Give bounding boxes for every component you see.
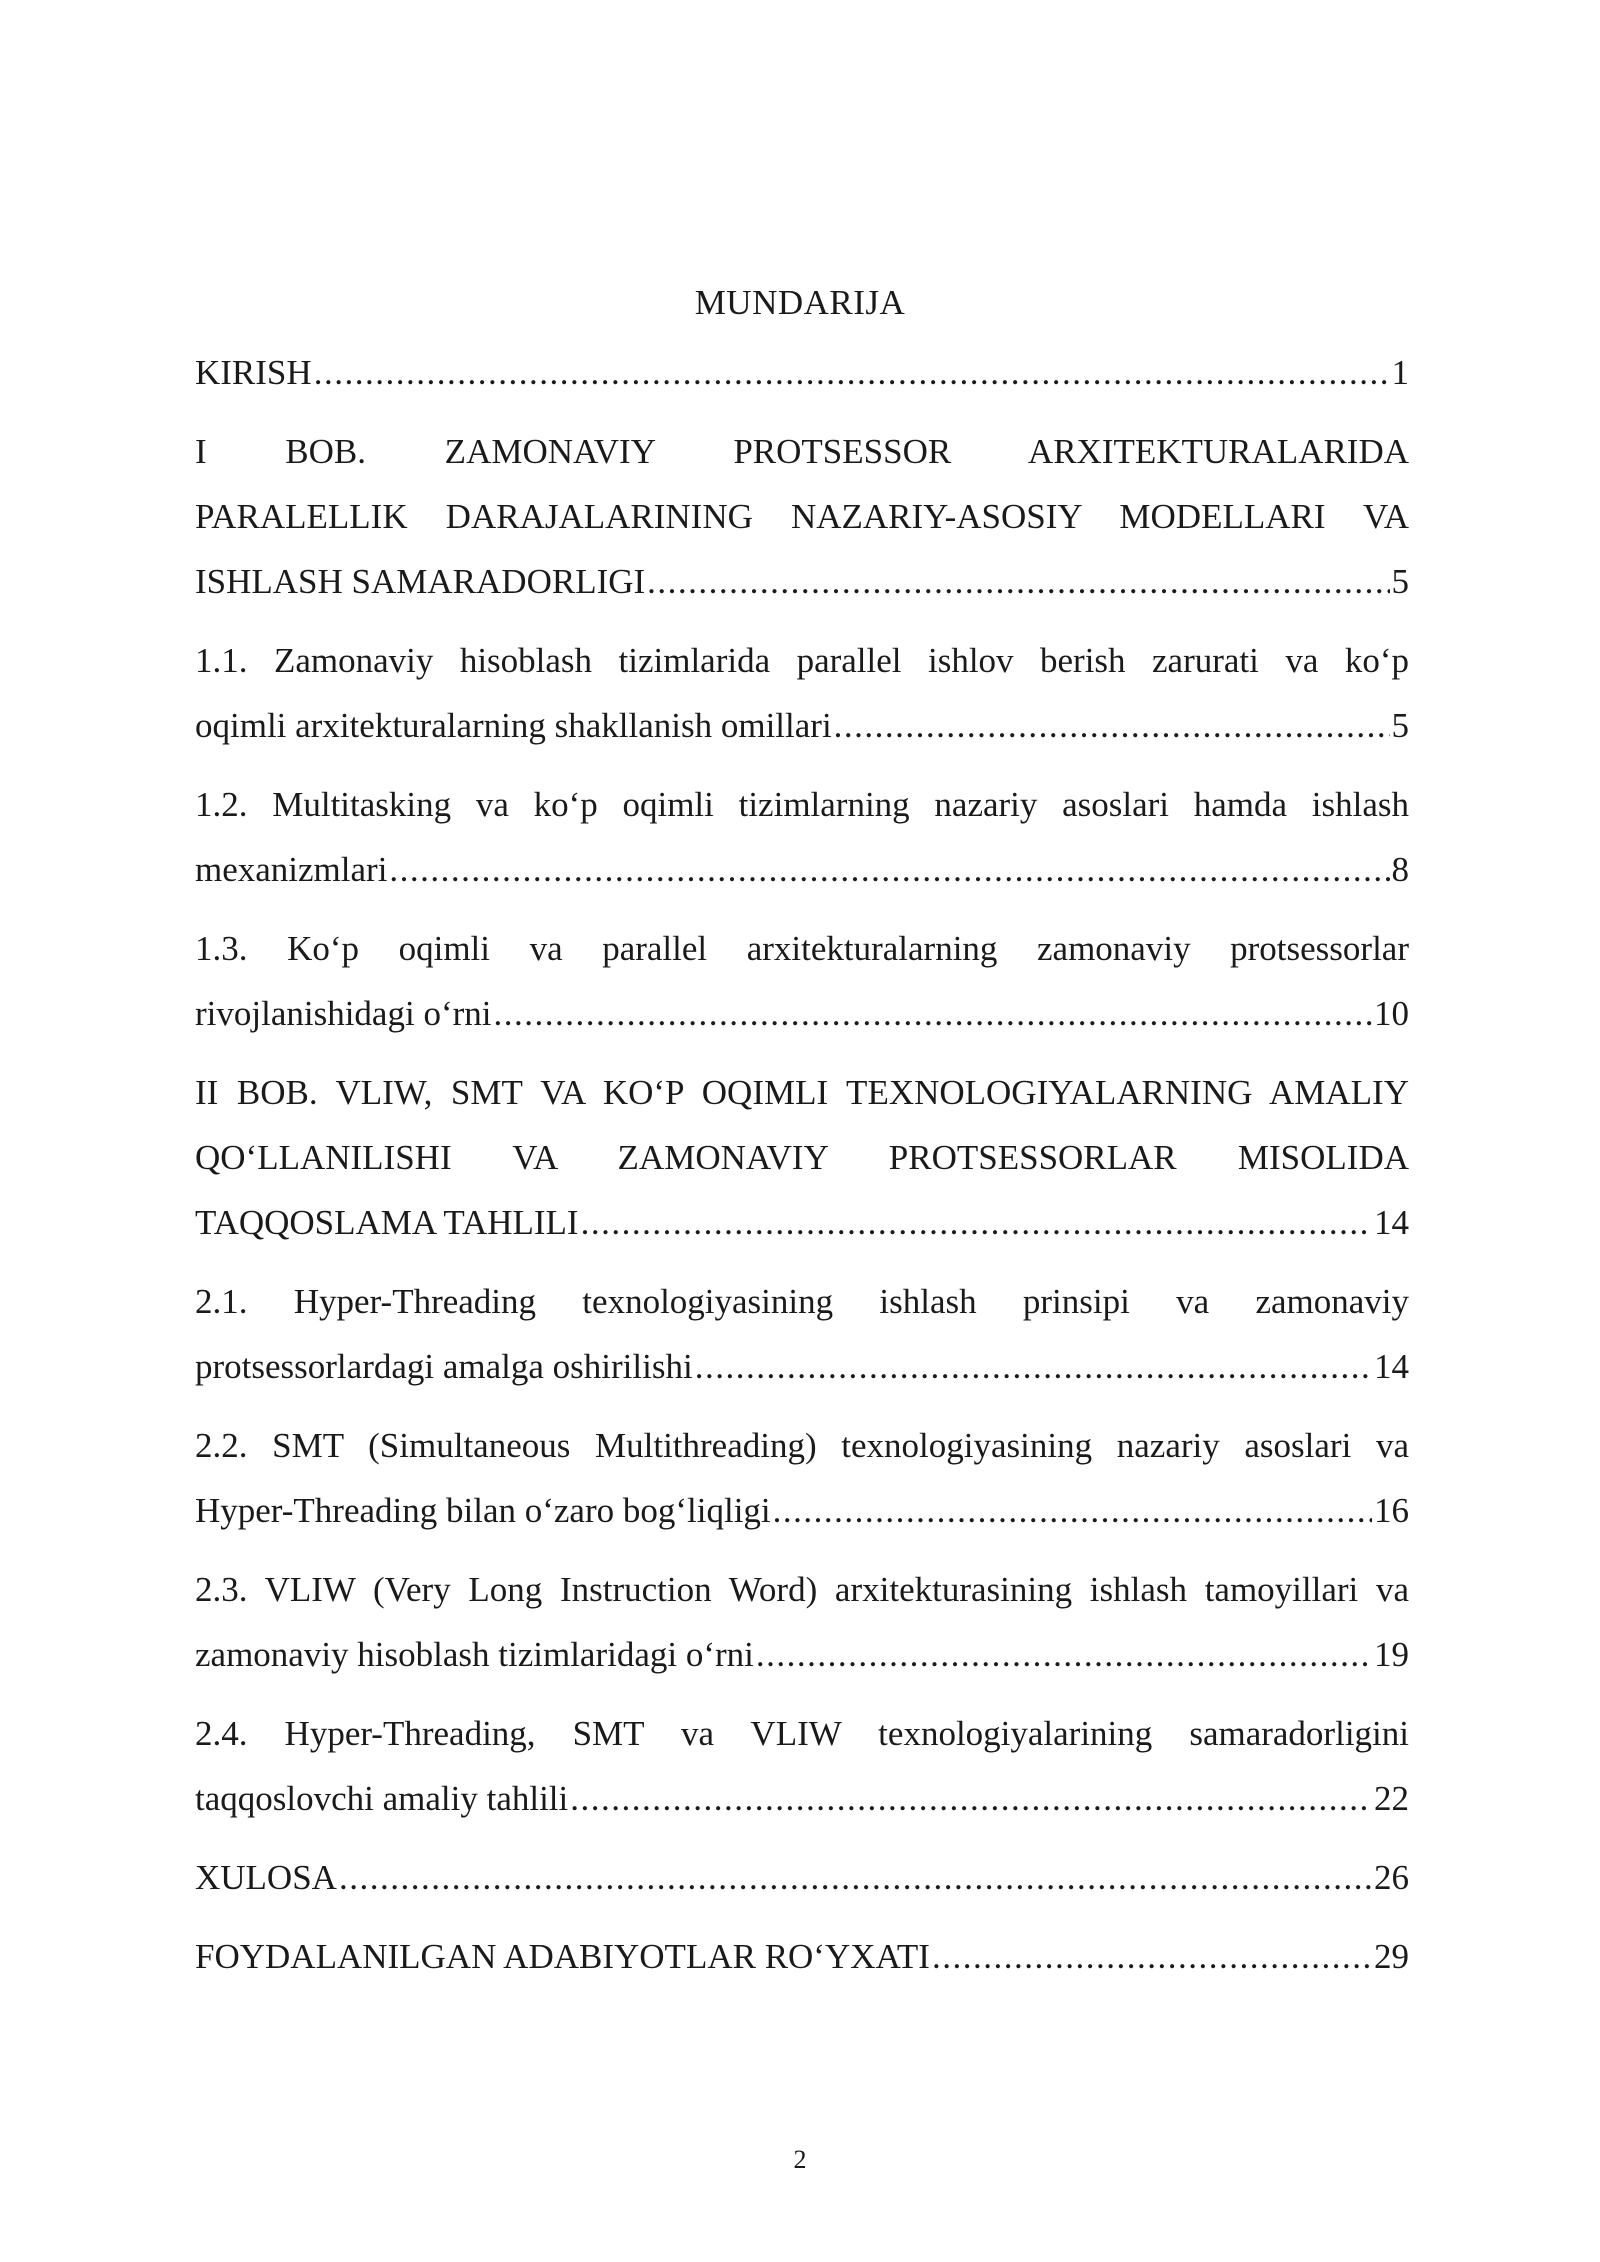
toc-entry-title: FOYDALANILGAN ADABIYOTLAR RO‘YXATI xyxy=(195,1937,930,1976)
toc-entry-title: TAQQOSLAMA TAHLILI xyxy=(195,1203,579,1242)
toc-entry-last-line xyxy=(195,340,1409,405)
table-of-contents xyxy=(195,340,1409,2003)
page-title: MUNDARIJA xyxy=(694,283,906,322)
toc-entry-page-number: 5 xyxy=(1391,706,1409,745)
toc-entry-line: 2.2. SMT (Simultaneous Multithreading) texnologiyasining nazariy asoslari va xyxy=(195,1426,1409,1465)
toc-entry-title: Hyper-Threading bilan o‘zaro bog‘liqligi xyxy=(195,1491,771,1530)
toc-entry-page-number: 5 xyxy=(1391,562,1409,601)
toc-entry-line: 1.3. Ko‘p oqimli va parallel arxitekturalarning zamonaviy protsessorlar xyxy=(195,929,1409,968)
dot-leader xyxy=(493,981,1372,1046)
page-number: 2 xyxy=(793,2145,807,2174)
toc-entry-page-number: 16 xyxy=(1374,1491,1409,1530)
dot-leader xyxy=(834,693,1390,758)
dot-leader xyxy=(647,549,1389,614)
toc-entry-title: oqimli arxitekturalarning shakllanish omillari xyxy=(195,706,832,745)
toc-entry-line: II BOB. VLIW, SMT VA KO‘P OQIMLI TEXNOLOGIYALARNING AMALIY xyxy=(195,1073,1409,1112)
toc-entry-last-line xyxy=(195,981,1409,1046)
toc-entry-last-line xyxy=(195,1478,1409,1543)
toc-entry-kirish[interactable] xyxy=(195,340,1409,405)
toc-entry-last-line xyxy=(195,1845,1409,1910)
toc-entry-page-number: 29 xyxy=(1374,1937,1409,1976)
dot-leader xyxy=(314,340,1390,405)
dot-leader xyxy=(695,1334,1372,1399)
toc-entry-last-line xyxy=(195,1334,1409,1399)
toc-entry-title: protsessorlardagi amalga oshirilishi xyxy=(195,1347,693,1386)
toc-entry-line: PARALELLIK DARAJALARINING NAZARIY-ASOSIY MODELLARI VA xyxy=(195,497,1409,536)
toc-entry-page-number: 1 xyxy=(1391,353,1409,392)
toc-entry-title: rivojlanishidagi o‘rni xyxy=(195,994,492,1033)
toc-entry-line: 1.2. Multitasking va ko‘p oqimli tizimlarning nazariy asoslari hamda ishlash xyxy=(195,785,1409,824)
toc-entry-page-number: 10 xyxy=(1374,994,1409,1033)
toc-entry-chapter-1[interactable] xyxy=(195,419,1409,614)
dot-leader xyxy=(389,837,1389,902)
toc-entry-line: 2.1. Hyper-Threading texnologiyasining ishlash prinsipi va zamonaviy xyxy=(195,1282,1409,1321)
toc-entry-last-line xyxy=(195,1766,1409,1831)
toc-entry-title: zamonaviy hisoblash tizimlaridagi o‘rni xyxy=(195,1635,754,1674)
toc-entry-title: XULOSA xyxy=(195,1858,337,1897)
toc-entry-line: 1.1. Zamonaviy hisoblash tizimlarida parallel ishlov berish zarurati va ko‘p xyxy=(195,641,1409,680)
toc-entry-references[interactable] xyxy=(195,1924,1409,1989)
toc-entry-title: taqqoslovchi amaliy tahlili xyxy=(195,1779,569,1818)
toc-entry-line: 2.4. Hyper-Threading, SMT va VLIW texnologiyalarining samaradorligini xyxy=(195,1714,1409,1753)
toc-entry-line: 2.3. VLIW (Very Long Instruction Word) arxitekturasining ishlash tamoyillari va xyxy=(195,1570,1409,1609)
toc-entry-page-number: 14 xyxy=(1374,1347,1409,1386)
toc-entry-last-line xyxy=(195,1622,1409,1687)
toc-entry-title: mexanizmlari xyxy=(195,850,388,889)
dot-leader xyxy=(339,1845,1372,1910)
toc-entry-last-line xyxy=(195,549,1409,614)
toc-entry-section-2-4[interactable] xyxy=(195,1701,1409,1831)
dot-leader xyxy=(581,1190,1372,1255)
toc-entry-section-1-2[interactable] xyxy=(195,772,1409,902)
toc-entry-line: QO‘LLANILISHI VA ZAMONAVIY PROTSESSORLAR MISOLIDA xyxy=(195,1138,1409,1177)
toc-entry-page-number: 14 xyxy=(1374,1203,1409,1242)
toc-entry-section-2-1[interactable] xyxy=(195,1269,1409,1399)
toc-entry-section-2-3[interactable] xyxy=(195,1557,1409,1687)
toc-entry-title: KIRISH xyxy=(195,353,312,392)
toc-entry-section-1-3[interactable] xyxy=(195,916,1409,1046)
toc-entry-page-number: 22 xyxy=(1374,1779,1409,1818)
toc-entry-line: I BOB. ZAMONAVIY PROTSESSOR ARXITEKTURALARIDA xyxy=(195,432,1409,471)
toc-entry-last-line xyxy=(195,1190,1409,1255)
toc-entry-page-number: 8 xyxy=(1391,850,1409,889)
toc-entry-chapter-2[interactable] xyxy=(195,1060,1409,1255)
toc-entry-last-line xyxy=(195,693,1409,758)
dot-leader xyxy=(756,1622,1372,1687)
dot-leader xyxy=(570,1766,1372,1831)
toc-entry-page-number: 19 xyxy=(1374,1635,1409,1674)
toc-entry-title: ISHLASH SAMARADORLIGI xyxy=(195,562,646,601)
toc-entry-page-number: 26 xyxy=(1374,1858,1409,1897)
dot-leader xyxy=(932,1924,1372,1989)
toc-entry-section-2-2[interactable] xyxy=(195,1413,1409,1543)
toc-entry-last-line xyxy=(195,837,1409,902)
toc-entry-section-1-1[interactable] xyxy=(195,628,1409,758)
toc-entry-last-line xyxy=(195,1924,1409,1989)
dot-leader xyxy=(773,1478,1372,1543)
toc-entry-xulosa[interactable] xyxy=(195,1845,1409,1910)
